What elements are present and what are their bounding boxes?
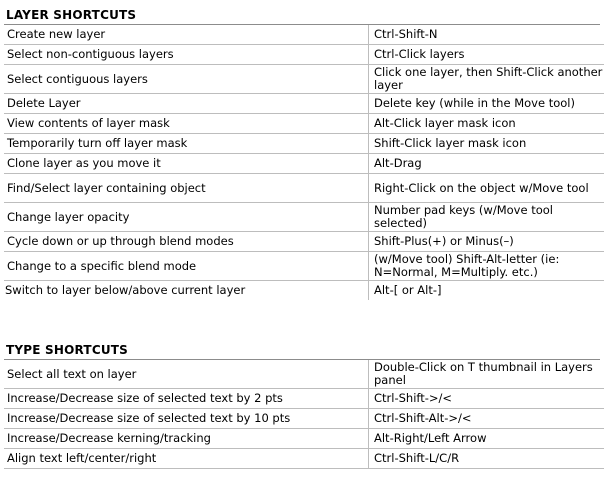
shortcut-action: Select non-contiguous layers [4, 45, 369, 65]
shortcut-keys: Ctrl-Shift->/< [369, 389, 604, 409]
table-row [4, 360, 604, 389]
layer-shortcuts-heading: LAYER SHORTCUTS [4, 7, 600, 25]
shortcut-keys: Ctrl-Shift-N [369, 25, 604, 45]
shortcut-keys: Alt-[ or Alt-] [374, 283, 442, 297]
shortcut-action: Select all text on layer [4, 360, 369, 389]
table-row [4, 281, 604, 301]
shortcut-action: Temporarily turn off layer mask [4, 134, 369, 154]
shortcut-action: Switch to layer below/above current layer [4, 281, 369, 301]
table-row [4, 429, 604, 449]
table-row [4, 94, 604, 114]
shortcut-keys: Alt-Click layer mask icon [369, 114, 604, 134]
type-shortcuts-heading: TYPE SHORTCUTS [4, 342, 600, 360]
shortcut-action: Clone layer as you move it [4, 154, 369, 174]
table-row [4, 114, 604, 134]
shortcut-keys: Ctrl-Shift-L/C/R [369, 449, 604, 469]
shortcut-keys: Right-Click on the object w/Move tool [369, 174, 604, 203]
table-row [4, 232, 604, 252]
table-row [4, 389, 604, 409]
shortcut-keys: (w/Move tool) Shift-Alt-letter (ie: N=Normal, M=Multiply. etc.) [369, 252, 604, 281]
shortcut-action: Change layer opacity [4, 203, 369, 232]
shortcut-keys: Shift-Click layer mask icon [369, 134, 604, 154]
shortcut-keys: Shift-Plus(+) or Minus(–) [369, 232, 604, 252]
shortcut-keys: Delete key (while in the Move tool) [369, 94, 604, 114]
shortcut-action: Find/Select layer containing object [4, 174, 369, 203]
shortcut-action: Align text left/center/right [4, 449, 369, 469]
type-shortcuts-section [4, 342, 600, 469]
table-row [4, 25, 604, 45]
shortcut-keys: Alt-Right/Left Arrow [369, 429, 604, 449]
table-row [4, 134, 604, 154]
shortcut-action: Increase/Decrease size of selected text by 2 pts [4, 389, 369, 409]
shortcut-action: Increase/Decrease kerning/tracking [4, 429, 369, 449]
shortcut-keys: Ctrl-Shift-Alt->/< [369, 409, 604, 429]
table-row [4, 154, 604, 174]
shortcut-keys: Number pad keys (w/Move tool selected) [369, 203, 604, 232]
shortcut-action: Select contiguous layers [4, 65, 369, 94]
shortcut-action: Increase/Decrease size of selected text by 10 pts [4, 409, 369, 429]
table-row [4, 174, 604, 203]
shortcut-action: View contents of layer mask [4, 114, 369, 134]
shortcut-keys: Click one layer, then Shift-Click another layer [369, 65, 604, 94]
table-row [4, 409, 604, 429]
table-row [4, 65, 604, 94]
layer-shortcuts-table [4, 25, 604, 300]
shortcut-keys: Alt-Drag [369, 154, 604, 174]
table-row [4, 203, 604, 232]
type-shortcuts-table [4, 360, 604, 469]
shortcut-keys: Ctrl-Click layers [369, 45, 604, 65]
table-row [4, 252, 604, 281]
shortcut-action: Create new layer [4, 25, 369, 45]
shortcut-action: Cycle down or up through blend modes [4, 232, 369, 252]
shortcut-keys: Double-Click on T thumbnail in Layers panel [369, 360, 604, 389]
shortcut-action: Change to a specific blend mode [4, 252, 369, 281]
layer-shortcuts-section [4, 7, 603, 300]
table-row [4, 45, 604, 65]
shortcut-action: Delete Layer [4, 94, 369, 114]
table-row [4, 449, 604, 469]
